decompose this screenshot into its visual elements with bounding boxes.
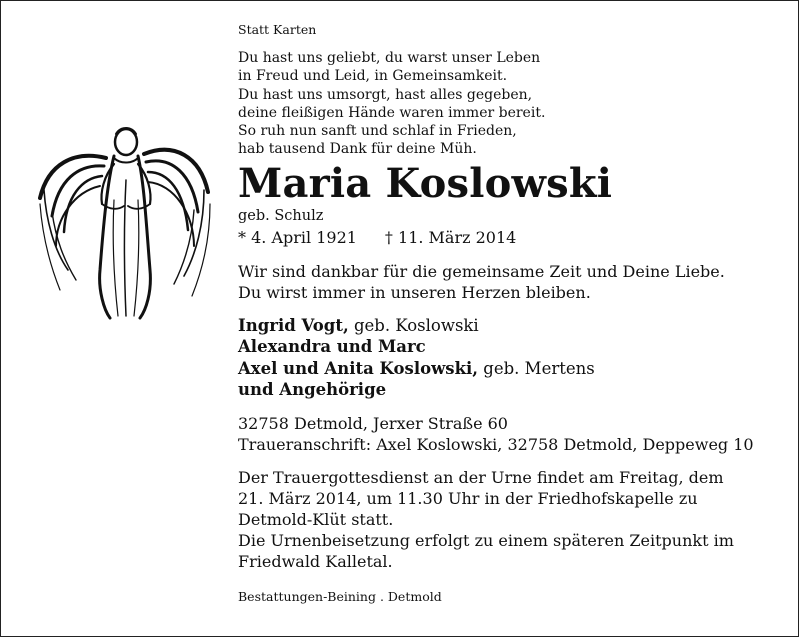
obituary-content bbox=[238, 22, 788, 604]
family-name: Alexandra und Marc bbox=[238, 337, 426, 357]
funeral-home: Bestattungen-Beining . Detmold bbox=[238, 588, 442, 604]
family-entry bbox=[238, 336, 788, 357]
poem-line: deine fleißigen Hände waren immer bereit. bbox=[238, 104, 546, 121]
poem-line: So ruh nun sanft und schlaf in Frieden, bbox=[238, 123, 517, 139]
family-name: und Angehörige bbox=[238, 380, 387, 400]
service-info bbox=[238, 467, 788, 573]
death-date: † 11. März 2014 bbox=[384, 228, 517, 248]
poem bbox=[238, 49, 788, 158]
message-line: Wir sind dankbar für die gemeinsame Zeit und Deine Liebe. bbox=[238, 261, 725, 281]
family-name: Axel und Anita Koslowski, bbox=[238, 358, 479, 378]
birth-date: * 4. April 1921 bbox=[238, 228, 357, 248]
address-line: Traueranschrift: Axel Koslowski, 32758 Detmold, Deppeweg 10 bbox=[238, 434, 754, 454]
service-line: Friedwald Kalletal. bbox=[238, 552, 393, 572]
family-entry bbox=[238, 379, 788, 400]
angel-icon bbox=[34, 120, 214, 320]
message-line: Du wirst immer in unseren Herzen bleiben. bbox=[238, 282, 591, 302]
address-block bbox=[238, 413, 788, 455]
address-line: 32758 Detmold, Jerxer Straße 60 bbox=[238, 413, 508, 433]
poem-line: Du hast uns umsorgt, hast alles gegeben, bbox=[238, 86, 533, 103]
deceased-name: Maria Koslowski bbox=[238, 160, 613, 208]
poem-line: in Freud und Leid, in Gemeinsamkeit. bbox=[238, 68, 508, 85]
family-name: Ingrid Vogt, bbox=[238, 316, 349, 336]
service-line: Detmold-Klüt statt. bbox=[238, 510, 394, 530]
poem-line: Du hast uns geliebt, du warst unser Leben bbox=[238, 50, 541, 67]
header-note: Statt Karten bbox=[238, 22, 317, 37]
family-list bbox=[238, 315, 788, 401]
service-line: Der Trauergottesdienst an der Urne findet am Freitag, dem bbox=[238, 468, 724, 487]
maiden-name: geb. Schulz bbox=[238, 208, 324, 225]
service-line: 21. März 2014, um 11.30 Uhr in der Friedhofskapelle zu bbox=[238, 489, 698, 509]
family-note: geb. Mertens bbox=[478, 358, 595, 378]
service-line: Die Urnenbeisetzung erfolgt zu einem späteren Zeitpunkt im bbox=[238, 531, 734, 551]
poem-line: hab tausend Dank für deine Müh. bbox=[238, 141, 477, 158]
life-dates bbox=[238, 228, 788, 249]
family-entry bbox=[238, 358, 788, 379]
message bbox=[238, 261, 788, 303]
family-entry bbox=[238, 315, 788, 336]
family-note: geb. Koslowski bbox=[348, 316, 479, 336]
